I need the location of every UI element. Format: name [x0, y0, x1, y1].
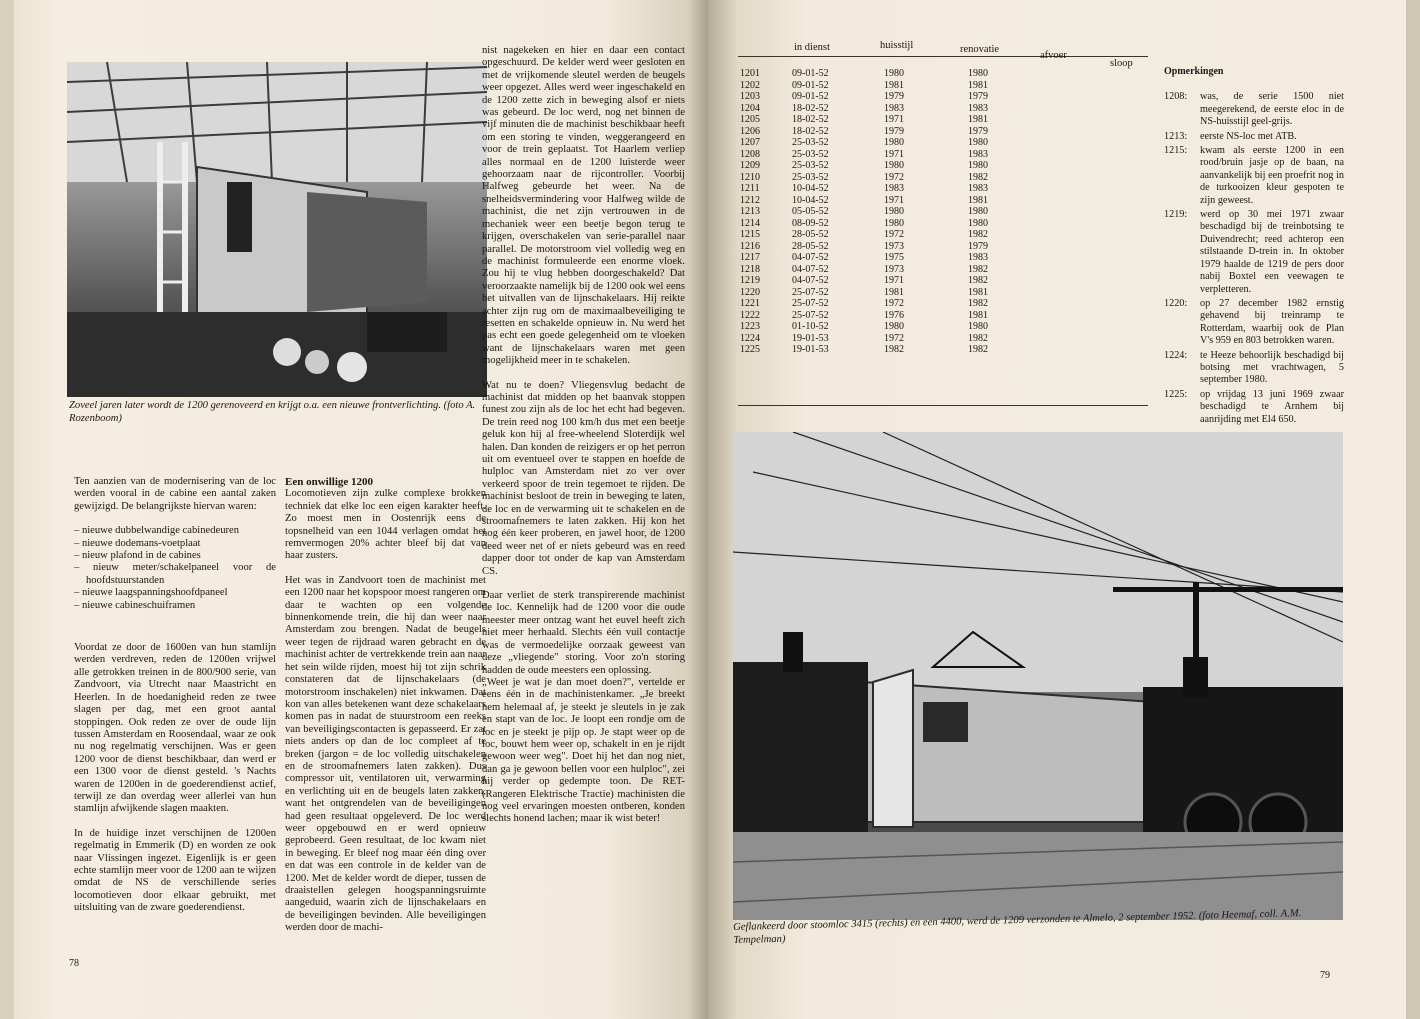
remark-text: was, de serie 1500 niet meegerekend, de eerste eloc in de NS-huisstijl geel-grijs.	[1200, 91, 1344, 128]
table-cell: 1972	[884, 298, 904, 309]
remark-id: 1215:	[1164, 145, 1188, 157]
table-row	[740, 80, 1052, 92]
table-cell: 1972	[884, 229, 904, 240]
remark-id: 1219:	[1164, 209, 1188, 221]
remark-id: 1213:	[1164, 130, 1188, 142]
paragraph: Wat nu te doen? Vliegensvlug bedacht de machinist dat midden op het baanvak stoppen funest zou zijn als de loc het echt had begeven. De trein reed nog 100 km/h dus met een beetje geluk kon hij al free-wheelend Sloterdijk wel halen. Dan konden de reizigers er op het perron uit om eventueel over te stappen en hoefde de hulploc van Amsterdam niet zo ver over verkeerd spoor de trein tegemoet te rijden. De machinist besloot de trein in beweging te laten, de loc en de verwarming uit te schakelen en de stroomafnemers te laten zakken. Hij kon het nog één keer proberen, en jawel hoor, de 1200 deed weer net of er niets gebeurd was en reed dapper door tot onder de kap van Amsterdam CS.	[482, 379, 685, 577]
table-cell: 1975	[884, 252, 904, 263]
table-cell: 1211	[740, 183, 760, 194]
remark-text: werd op 30 mei 1971 zwaar beschadigd bij de treinbotsing te Duivendrecht; reed achterop een stilstaande D-trein in. In oktober 1979 haalde de 1219 de pers door nabij Boxtel een veewagen te verpletteren.	[1200, 209, 1344, 295]
table-cell: 1982	[968, 298, 988, 309]
remark-item	[1164, 350, 1344, 387]
right-page	[708, 0, 1420, 1019]
paragraph: In de huidige inzet verschijnen de 1200en regelmatig in Emmerik (D) en worden ze ook naar Vlissingen ingezet. Eigenlijk is er geen echte stamlijn meer voor de 1200 aan te wijzen omdat de NS de verschillende series locomotieven door elkaar gebruikt, met uitsluiting van de zware goederendienst.	[74, 827, 276, 914]
table-cell: 18-02-52	[792, 102, 829, 114]
table-cell: 1979	[968, 125, 988, 137]
table-cell: 1219	[740, 275, 760, 286]
table-cell: 1982	[968, 275, 988, 286]
table-cell: 25-03-52	[792, 171, 829, 183]
table-row	[740, 160, 1052, 172]
table-cell: 1983	[968, 148, 988, 160]
table-cell: 1983	[884, 102, 904, 114]
paragraph: Locomotieven zijn zulke complexe brokken techniek dat elke loc een eigen karakter heeft. Zo moest men in Oostenrijk eens de topsnelheid van een 1044 verlagen omdat het remvermogen 20% achter bleef bij dat van haar zusters.	[285, 488, 486, 562]
table-cell: 1983	[884, 183, 904, 194]
locomotive-photo-caption: Geflankeerd door stoomloc 3415 (rechts) en een 4400, werd de 1209 verzonden te Almelo, 2 september 1952. (foto Heemaf, coll. A.M. Tempelman)	[733, 908, 1302, 946]
locomotive-illustration	[733, 432, 1343, 920]
table-cell: 1980	[884, 217, 904, 229]
list-item: – nieuwe dubbelwandige cabinedeuren	[74, 525, 240, 537]
left-page	[14, 0, 708, 1019]
remark-text: op vrijdag 13 juni 1969 zwaar beschadigd te Arnhem bij aanrijding met El4 650.	[1200, 388, 1344, 425]
workshop-photo-caption: Zoveel jaren later wordt de 1200 gerenoveerd en krijgt o.a. een nieuwe frontverlichting. (foto A. Rozenboom)	[69, 400, 476, 424]
workshop-illustration	[67, 62, 487, 397]
table-row	[740, 275, 1052, 287]
table-cell: 1979	[968, 240, 988, 252]
table-cell: 1982	[968, 344, 988, 355]
table-row	[740, 68, 1052, 80]
paragraph: nist nagekeken en hier en daar een contact opgeschuurd. De kelder werd weer gesloten en met de vrijkomende sleutel werden de beugels weer opgezet. Alles werd weer ingeschakeld en de 1200 zette zich in beweging alsof er niets was gebeurd. De loc werd, nog net binnen de vijf minuten die de machinist beschikbaar heeft om een storing te vinden, weggerangeerd en voor de trein geplaatst. Tot Haarlem verliep alles normaal en de 1200 luisterde weer gehoorzaam naar de rijcontroller. Voorbij Halfweg gebeurde het weer. Na de snelheidsvermindering voor Halfweg wilde de machinist, die net zijn vertrouwen in de mechaniek weer een beetje begon terug te krijgen, overschakelen van serie-parallel naar parallel. De motorstroom viel volledig weg en de machinist formuleerde een enorme vloek. Zou hij te vlug hebben doorgeschakeld? Dat veroorzaakte namelijk bij de 1200 ook wel eens het uitvallen van de lijnschakelaars. Hij reikte achter zijn rug om de maximaalbeveiliging te resetten en schakelde opnieuw in. Nu werd het pas echt een goede gelegenheid om te vloeken want de lijnschakelaars waren met geen mogelijkheid meer in te schakelen.	[482, 45, 685, 367]
paragraph: Ten aanzien van de modernisering van de loc werden vooral in de cabine een aantal zaken gewijzigd. De belangrijkste hiervan waren:	[74, 476, 276, 512]
table-cell: 1981	[968, 114, 988, 125]
table-cell: 1982	[968, 332, 988, 344]
table-cell: 1203	[740, 91, 760, 102]
table-cell: 1215	[740, 229, 760, 240]
paragraph: Daar verliet de sterk transpirerende machinist de loc. Kennelijk had de 1200 voor die oude meester meer ontzag want het euvel heeft zich niet meer herhaald. Slechts één vuil contactje was de vermoedelijke oorzaak geweest van deze „vliegende" storing. Voor zo'n storing hadden de oude meesters een oplossing.	[482, 590, 685, 676]
table-cell: 1982	[968, 263, 988, 275]
paragraph: „Weet je wat je dan moet doen?", vertelde er eens één in de machinistenkamer. „Je breekt hem helemaal af, je steekt je sleutels in je zak en stapt van de loc. Je loopt een rondje om de loc en je steekt je pijp op. Je stapt weer op de loc, bouwt hem weer op, schakelt in en je rijdt gewoon weer weg". Doet hij het dan nog niet, dan ga je gewoon bellen voor een hulploc", zei hij verder op gedempte toon. De RET- (Rangeren Elektrische Tractie) machinisten die nog veel ervaringen moesten ontberen, konden slechts honend lachen; maar ik wist beter!	[482, 676, 685, 825]
table-row	[740, 344, 1052, 356]
table-cell: 1973	[884, 240, 904, 252]
column-header: huisstijl	[880, 40, 914, 51]
table-cell: 1206	[740, 125, 760, 137]
table-cell: 09-01-52	[792, 79, 829, 91]
section-heading: Een onwillige 1200	[285, 476, 374, 488]
table-cell: 18-02-52	[792, 125, 829, 137]
remark-item	[1164, 389, 1344, 426]
table-cell: 1980	[884, 160, 904, 171]
remark-item	[1164, 131, 1344, 143]
remark-id: 1224:	[1164, 349, 1188, 361]
table-row	[740, 172, 1052, 184]
table-cell: 25-07-52	[792, 309, 829, 321]
data-table	[740, 68, 1052, 356]
table-cell: 1971	[884, 148, 904, 160]
table-row	[740, 126, 1052, 138]
table-cell: 1225	[740, 344, 760, 355]
list-item: – nieuwe laagspanningshoofdpaneel	[74, 587, 228, 599]
table-cell: 1209	[740, 160, 760, 171]
table-cell: 1218	[740, 263, 760, 275]
table-cell: 04-07-52	[792, 263, 829, 275]
table-cell: 1981	[968, 79, 988, 91]
left-column-1	[74, 476, 276, 927]
table-row	[740, 103, 1052, 115]
column-header: in dienst	[794, 42, 830, 53]
table-cell: 1981	[884, 79, 904, 91]
table-cell: 04-07-52	[792, 252, 829, 263]
table-cell: 1971	[884, 275, 904, 286]
table-cell: 1973	[884, 263, 904, 275]
table-cell: 1979	[884, 125, 904, 137]
table-cell: 09-01-52	[792, 68, 829, 79]
table-cell: 1212	[740, 194, 760, 206]
table-row	[740, 252, 1052, 264]
table-cell: 1222	[740, 309, 760, 321]
table-cell: 1981	[968, 194, 988, 206]
table-cell: 28-05-52	[792, 240, 829, 252]
locomotive-photo	[733, 432, 1343, 920]
remark-text: op 27 december 1982 ernstig gehavend bij treinramp te Rotterdam, waarbij ook de Plan V's 959 en 803 betrokken waren.	[1200, 297, 1344, 347]
table-cell: 25-07-52	[792, 286, 829, 298]
table-cell: 1210	[740, 171, 760, 183]
table-cell: 1976	[884, 309, 904, 321]
table-cell: 19-01-53	[792, 344, 829, 355]
table-cell: 1979	[968, 91, 988, 102]
table-cell: 25-07-52	[792, 298, 829, 309]
page-number: 79	[1320, 970, 1330, 981]
remarks-list	[1164, 91, 1344, 426]
table-cell: 1971	[884, 114, 904, 125]
remark-id: 1220:	[1164, 297, 1188, 309]
remark-item	[1164, 298, 1344, 348]
table-cell: 1980	[968, 206, 988, 217]
table-cell: 09-01-52	[792, 91, 829, 102]
table-cell: 1972	[884, 171, 904, 183]
book-edge-left	[0, 0, 14, 1019]
table-row	[740, 114, 1052, 126]
table-row	[740, 149, 1052, 161]
table-cell: 1971	[884, 194, 904, 206]
table-row	[740, 218, 1052, 230]
remark-id: 1208:	[1164, 91, 1188, 103]
table-row	[740, 333, 1052, 345]
table-row	[740, 137, 1052, 149]
table-cell: 1982	[968, 171, 988, 183]
table-cell: 1217	[740, 252, 760, 263]
book-edge-right	[1406, 0, 1420, 1019]
column-header: renovatie	[960, 44, 1000, 55]
table-cell: 1223	[740, 321, 760, 332]
paragraph: Het was in Zandvoort toen de machinist met een 1200 naar het kopspoor moest rangeren om daar te wachten op een volgende binnenkomende trein, die hij dan weer naar Amsterdam zou brengen. Nadat de beugels weer tegen de rijdraad waren gebracht en de machinist achter de vertrekkende trein aan naar het sein wilde rijden, moest hij tot zijn schrik constateren dat de lijnschakelaars (de motorstroom inschakelen) niet inkwamen. Dat kon van alles betekenen want deze schakelaars komen pas in nadat de stuurstroom een reeks van beveiligingscontacten is gepasseerd. Er zat niets anders op dan de loc compleet af te breken (jargon = de loc volledig uitschakelen en de stroomafnemers laten zakken). Dus compressor uit, ventilatoren uit, verwarming en verlichting uit en de beugels laten zakken, want het ontgrendelen van de beveiligingen had geen resultaat opgeleverd. De loc werd weer opgebouwd en er werd opnieuw geprobeerd. Geen resultaat, de loc kwam niet in beweging. Er bleef nog maar één ding over en dat was een controle in de kelder van de 1200. Met de kelder wordt de dieper, tussen de draaistellen gelegen hoogspanningsruimte aangeduid, waarin zich de lijnschakelaars en de beveiligingen bevinden. Alle beveiligingen werden door de machi-	[285, 574, 486, 934]
table-cell: 1982	[968, 229, 988, 240]
remark-text: eerste NS-loc met ATB.	[1200, 130, 1297, 142]
left-column-2	[285, 476, 486, 947]
page-number: 78	[69, 958, 79, 969]
table-cell: 1207	[740, 137, 760, 148]
table-cell: 1980	[968, 160, 988, 171]
table-cell: 01-10-52	[792, 321, 829, 332]
table-cell: 1980	[884, 68, 904, 79]
table-cell: 1981	[884, 286, 904, 298]
table-cell: 25-03-52	[792, 148, 829, 160]
table-cell: 1208	[740, 148, 760, 160]
table-cell: 10-04-52	[792, 183, 829, 194]
remarks-title: Opmerkingen	[1164, 66, 1224, 77]
table-cell: 1979	[884, 91, 904, 102]
table-cell: 1981	[968, 286, 988, 298]
table-row	[740, 91, 1052, 103]
table-cell: 08-09-52	[792, 217, 829, 229]
locomotive-table	[740, 68, 1052, 356]
remark-item	[1164, 145, 1344, 207]
table-cell: 1220	[740, 286, 760, 298]
table-row	[740, 298, 1052, 310]
table-cell: 19-01-53	[792, 332, 829, 344]
column-header: sloop	[1110, 58, 1133, 69]
table-cell: 04-07-52	[792, 275, 829, 286]
remark-item	[1164, 209, 1344, 296]
table-cell: 1980	[968, 68, 988, 79]
table-row	[740, 264, 1052, 276]
list-item: – nieuwe cabineschuiframen	[74, 599, 196, 611]
table-cell: 1983	[968, 102, 988, 114]
table-cell: 1980	[884, 206, 904, 217]
table-cell: 18-02-52	[792, 114, 829, 125]
left-column-3	[482, 45, 685, 838]
paragraph: Voordat ze door de 1600en van hun stamlijn werden verdreven, reden de 1200en vrijwel alle getrokken treinen in de 800/900 serie, van Zandvoort, via Utrecht naar Maastricht en Heerlen. In de hoedanigheid reden ze twee slagen per dag, met een groot aantal stoppingen. Ook reden ze over de oude lijn tussen Amsterdam en Roosendaal, waar ze ook nu nog regelmatig verschijnen. Was er geen 1200 voor de dienst beschikbaar, dan werd er een 1300 voor de dienst gesteld. 's Nachts waren de 1200en in de goederendienst actief, terwijl ze dan overdag weer allerlei van hun stamlijn afwijkende slagen maakten.	[74, 642, 276, 815]
remark-id: 1225:	[1164, 388, 1188, 400]
table-cell: 1213	[740, 206, 760, 217]
table-cell: 1980	[884, 137, 904, 148]
workshop-photo	[67, 62, 487, 397]
column-header: afvoer	[1040, 50, 1067, 61]
table-row	[740, 321, 1052, 333]
table-cell: 28-05-52	[792, 229, 829, 240]
remark-item	[1164, 91, 1344, 128]
table-cell: 1983	[968, 252, 988, 263]
table-cell: 1983	[968, 183, 988, 194]
remarks-section	[1164, 66, 1344, 428]
table-cell: 1980	[968, 137, 988, 148]
table-cell: 25-03-52	[792, 137, 829, 148]
table-cell: 1202	[740, 79, 760, 91]
table-cell: 25-03-52	[792, 160, 829, 171]
table-row	[740, 195, 1052, 207]
table-cell: 1214	[740, 217, 760, 229]
table-footer-rule	[738, 405, 1148, 406]
table-cell: 1980	[884, 321, 904, 332]
table-row	[740, 229, 1052, 241]
table-cell: 1201	[740, 68, 760, 79]
list-item: – nieuw meter/schakelpaneel voor de hoofdstuurstanden	[74, 562, 276, 586]
table-cell: 1982	[884, 344, 904, 355]
table-cell: 1204	[740, 102, 760, 114]
list-item: – nieuw plafond in de cabines	[74, 550, 201, 562]
table-cell: 1972	[884, 332, 904, 344]
modernisation-list	[74, 525, 276, 612]
remark-text: te Heeze behoorlijk beschadigd bij botsing met vrachtwagen, 5 september 1980.	[1200, 349, 1344, 386]
table-row	[740, 310, 1052, 322]
table-header-rule	[738, 56, 1148, 57]
table-row	[740, 241, 1052, 253]
table-cell: 1216	[740, 240, 760, 252]
remark-text: kwam als eerste 1200 in een rood/bruin jasje op de baan, na aanvankelijk bij een proefrit nog in de turkooizen kleur gespoten te zijn geweest.	[1200, 145, 1344, 206]
table-cell: 1224	[740, 332, 760, 344]
table-row	[740, 206, 1052, 218]
table-cell: 10-04-52	[792, 194, 829, 206]
table-cell: 1980	[968, 217, 988, 229]
table-cell: 1205	[740, 114, 760, 125]
table-cell: 1981	[968, 309, 988, 321]
table-cell: 1980	[968, 321, 988, 332]
table-cell: 05-05-52	[792, 206, 829, 217]
table-row	[740, 287, 1052, 299]
list-item: – nieuwe dodemans-voetplaat	[74, 537, 201, 549]
table-cell: 1221	[740, 298, 760, 309]
table-row	[740, 183, 1052, 195]
